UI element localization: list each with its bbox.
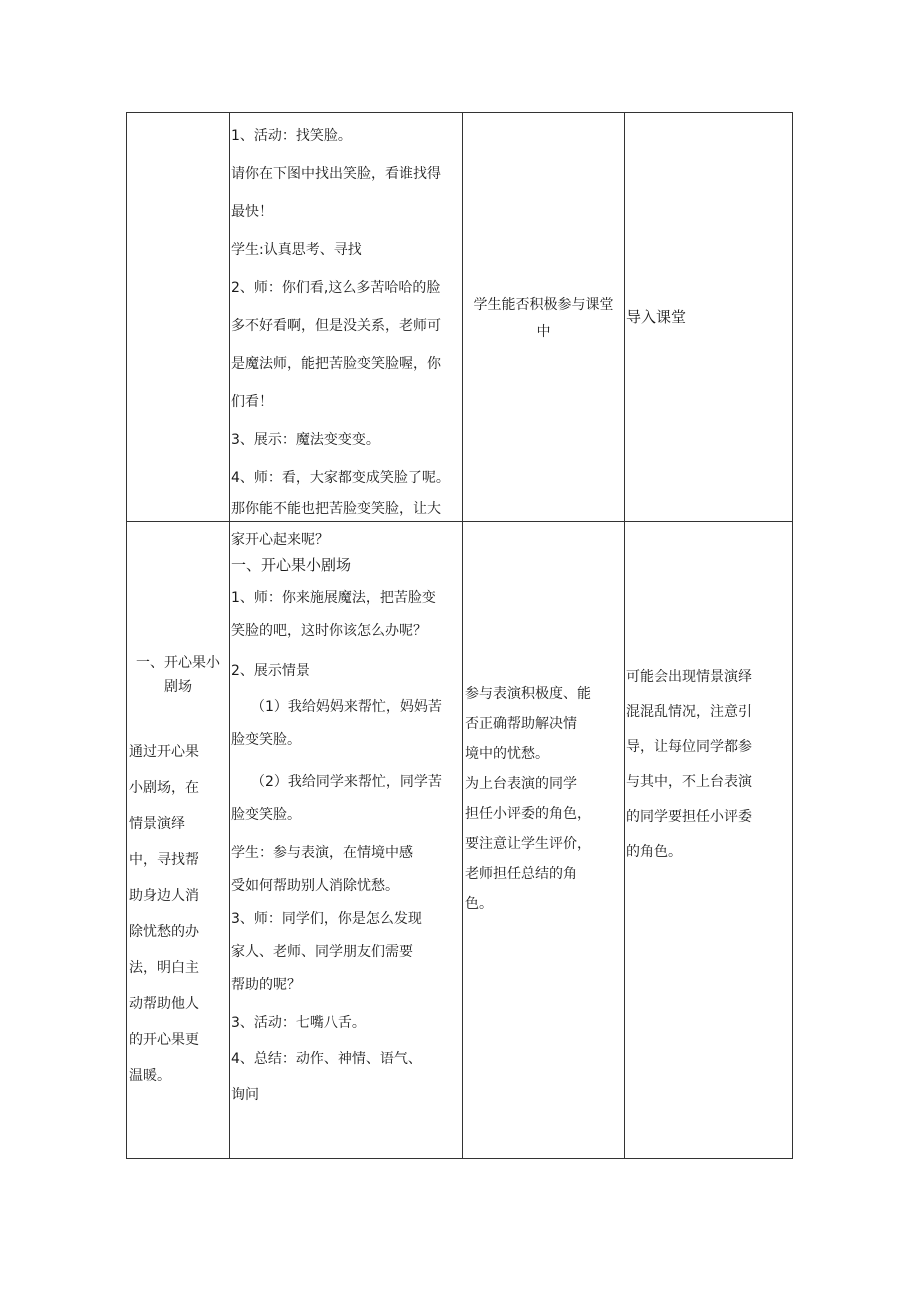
activity-line: 4、师：看，大家都变成笑脸了呢。 — [231, 470, 450, 486]
table-col-divider-3 — [624, 112, 625, 1159]
activity-line: 家开心起来呢？ — [231, 532, 329, 548]
activity-line: 3、展示：魔法变变变。 — [231, 432, 380, 448]
activity-line: 帮助的呢？ — [231, 977, 301, 993]
assessment-line: 老师担任总结的角 — [465, 866, 577, 882]
goal-line: 温暖。 — [129, 1068, 171, 1084]
activity-line: 受如何帮助别人消除忧愁。 — [231, 878, 399, 894]
row1-assessment-cell — [463, 292, 624, 346]
row2-activity-cell — [231, 548, 461, 1158]
activity-line: （1）我给妈妈来帮忙，妈妈苦 — [251, 699, 442, 715]
assessment-line: 为上台表演的同学 — [465, 776, 577, 792]
note-line: 导，让每位同学都参 — [626, 739, 752, 755]
note-line: 混混乱情况，注意引 — [626, 704, 752, 720]
activity-line: 最快！ — [231, 204, 273, 220]
row1-note-cell — [626, 304, 791, 331]
activity-line: 询问 — [231, 1087, 259, 1103]
goal-line: 中，寻找帮 — [129, 852, 199, 868]
goal-line: 小剧场，在 — [129, 780, 199, 796]
goal-line: 通过开心果 — [129, 744, 199, 760]
goal-line: 除忧愁的办 — [129, 924, 199, 940]
row2-section-title — [127, 651, 229, 699]
row2-note-cell — [626, 660, 791, 870]
activity-line: 1、活动：找笑脸。 — [231, 128, 352, 144]
activity-line: （2）我给同学来帮忙，同学苦 — [251, 774, 442, 790]
row2-goal-cell — [129, 734, 229, 1094]
activity-heading: 一、开心果小剧场 — [231, 556, 352, 574]
activity-line: 学生:认真思考、寻找 — [231, 242, 362, 258]
activity-line: 脸变笑脸。 — [231, 807, 301, 823]
activity-line: 学生：参与表演，在情境中感 — [231, 845, 413, 861]
row2-assessment-cell — [465, 679, 623, 919]
activity-line: 3、活动：七嘴八舌。 — [231, 1015, 366, 1031]
goal-line: 助身边人消 — [129, 888, 199, 904]
table-col-divider-2 — [462, 112, 463, 1159]
assessment-line: 否正确帮助解决情 — [465, 716, 577, 732]
activity-line: 1、师：你来施展魔法，把苦脸变 — [231, 590, 436, 606]
activity-line: 3、师：同学们，你是怎么发现 — [231, 911, 422, 927]
assessment-line: 学生能否积极参与课堂 — [473, 297, 614, 313]
activity-line: 2、展示情景 — [231, 663, 310, 679]
activity-line: 家人、老师、同学朋友们需要 — [231, 944, 413, 960]
row1-col1-empty — [127, 113, 229, 521]
activity-line: 请你在下图中找出笑脸，看谁找得 — [231, 166, 441, 182]
assessment-line: 境中的忧愁。 — [465, 746, 549, 762]
goal-line: 动帮助他人 — [129, 996, 199, 1012]
assessment-line: 要注意让学生评价， — [465, 836, 591, 852]
goal-line: 情景演绎 — [129, 816, 185, 832]
assessment-line: 担任小评委的角色， — [465, 806, 591, 822]
assessment-line: 色。 — [465, 896, 493, 912]
activity-line: 2、师：你们看,这么多苦哈哈的脸 — [231, 280, 441, 296]
goal-line: 的开心果更 — [129, 1032, 199, 1048]
assessment-line: 中 — [536, 324, 551, 340]
goal-line: 法，明白主 — [129, 960, 199, 976]
note-line: 导入课堂 — [626, 308, 687, 326]
note-line: 的角色。 — [626, 844, 682, 860]
section-title-line: 一、开心果小 — [136, 655, 220, 671]
activity-line: 笑脸的吧，这时你该怎么办呢？ — [231, 623, 427, 639]
activity-line: 脸变笑脸。 — [231, 732, 301, 748]
activity-line: 是魔法师，能把苦脸变笑脸喔，你 — [231, 356, 441, 372]
activity-line: 们看！ — [231, 394, 273, 410]
note-line: 与其中，不上台表演 — [626, 774, 752, 790]
table-col-divider-1 — [229, 112, 230, 1159]
activity-line: 多不好看啊，但是没关系，老师可 — [231, 318, 441, 334]
row1-activity-cell — [231, 113, 461, 548]
table-border-bottom — [126, 1158, 793, 1159]
section-title-line: 剧场 — [164, 679, 192, 695]
table-border-right — [792, 112, 793, 1159]
assessment-line: 参与表演积极度、能 — [465, 686, 591, 702]
activity-line: 那你能不能也把苦脸变笑脸，让大 — [231, 501, 441, 517]
note-line: 的同学要担任小评委 — [626, 809, 752, 825]
note-line: 可能会出现情景演绎 — [626, 669, 752, 685]
activity-line: 4、总结：动作、神情、语气、 — [231, 1051, 422, 1067]
